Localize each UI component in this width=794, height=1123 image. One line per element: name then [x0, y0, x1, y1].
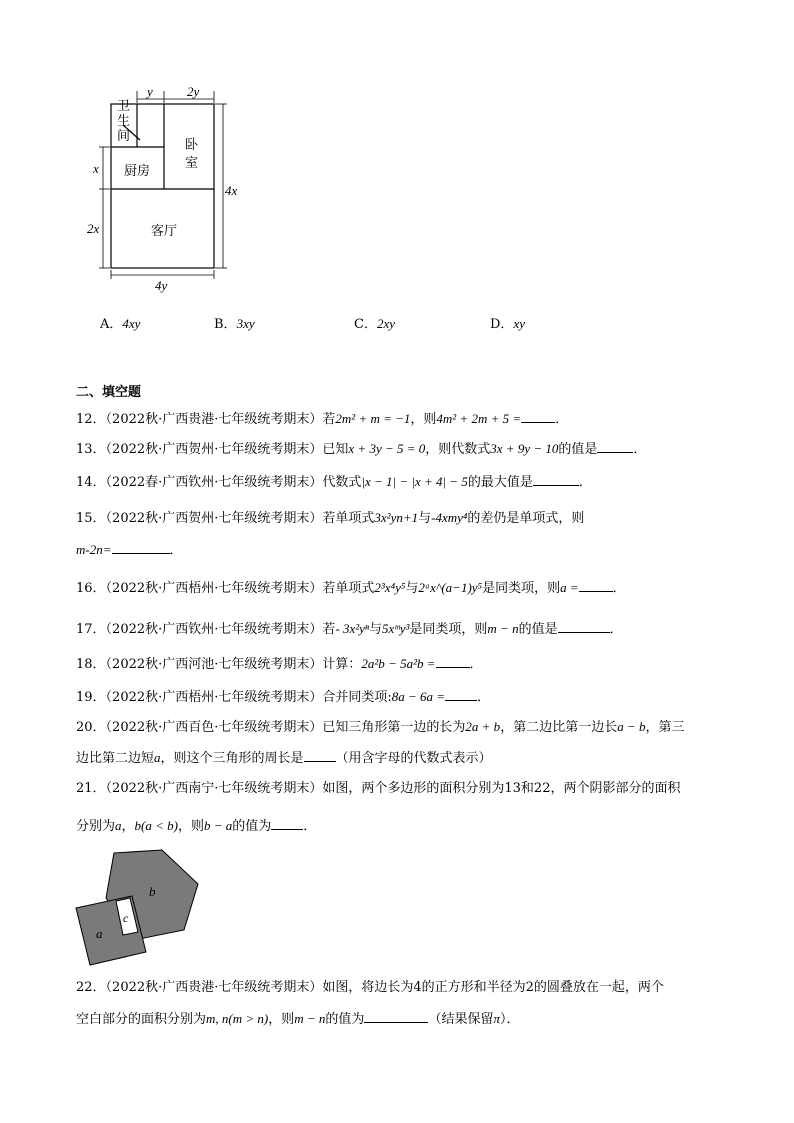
question-15-line2: m-2n= ． — [76, 542, 183, 558]
question-20: 20．（2022秋·广西百色·七年级统考期末）已知三角形第一边的长为2a + b，第二边比第一边长a − b，第三 — [76, 719, 685, 735]
option-a: A．4xy — [100, 316, 141, 332]
section-title: 二、填空题 — [76, 385, 142, 400]
option-c: C．2xy — [354, 316, 395, 332]
bedroom-label-2: 室 — [185, 155, 199, 170]
living-label: 客厅 — [151, 223, 178, 238]
question-18: 18．（2022秋·广西河池·七年级统考期末）计算：2a²b − 5a²b = ． — [76, 656, 483, 672]
question-21-line2: 分别为a，b(a < b)，则b − a的值为 ． — [76, 818, 317, 834]
option-b: B．3xy — [214, 316, 255, 332]
dim-y: y — [147, 85, 153, 99]
dim-2x: 2x — [87, 221, 100, 236]
option-d: D．xy — [490, 316, 525, 332]
answer-blank — [445, 688, 477, 701]
question-14: 14．（2022春·广西钦州·七年级统考期末）代数式|x − 1| − |x + 4| − 5的最大值是 ． — [76, 474, 592, 490]
polygon-label-c: c — [123, 911, 129, 925]
dim-4y: 4y — [155, 278, 168, 293]
kitchen-label: 厨房 — [124, 163, 151, 178]
question-19: 19．（2022秋·广西梧州·七年级统考期末）合并同类项:8a − 6a = ． — [76, 689, 491, 705]
question-22: 22．（2022秋·广西贵港·七年级统考期末）如图，将边长为4的正方形和半径为2的圆叠放在一起，两个 — [76, 980, 664, 995]
question-12: 12．（2022秋·广西贵港·七年级统考期末）若2m² + m = −1，则4m² + 2m + 5 = ． — [76, 411, 569, 427]
polygon-label-a: a — [96, 926, 103, 941]
question-21: 21．（2022秋·广西南宁·七年级统考期末）如图，两个多边形的面积分别为13和22，两个阴影部分的面积 — [76, 781, 681, 796]
answer-blank — [271, 817, 303, 830]
wc-label-3: 间 — [117, 128, 131, 143]
dim-x: x — [93, 161, 99, 176]
answer-blank — [436, 655, 470, 668]
answer-blank — [597, 440, 633, 453]
question-17: 17．（2022秋·广西钦州·七年级统考期末）若- 3x²yⁿ与5xᵐy³是同类项，则m − n的值是 ． — [76, 621, 623, 637]
polygons-figure — [74, 848, 199, 968]
wc-label-1: 卫 — [117, 98, 131, 113]
answer-blank — [304, 749, 336, 762]
bedroom-label-1: 卧 — [185, 137, 199, 152]
polygon-label-b: b — [149, 884, 156, 899]
question-20-line2: 边比第二边短a，则这个三角形的周长是 （用含字母的代数式表示） — [76, 750, 492, 766]
question-15: 15．（2022秋·广西贺州·七年级统考期末）若单项式3x²yn+1与-4xmy⁴的差仍是单项式，则 — [76, 510, 585, 526]
answer-blank — [579, 579, 613, 592]
answer-blank — [364, 1010, 428, 1023]
dim-4x: 4x — [225, 183, 238, 198]
answer-blank — [112, 541, 170, 554]
question-16: 16．（2022秋·广西梧州·七年级统考期末）若单项式2³x⁴y⁵与2ᵃx^(a−1)y⁵是同类项，则a = ． — [76, 580, 626, 596]
question-13: 13．（2022秋·广西贺州·七年级统考期末）已知x + 3y − 5 = 0，则代数式3x + 9y − 10的值是 ． — [76, 441, 647, 457]
wc-label-2: 生 — [117, 113, 131, 128]
floorplan-figure — [85, 85, 245, 295]
answer-blank — [558, 620, 610, 633]
answer-blank — [533, 473, 579, 486]
question-22-line2: 空白部分的面积分别为m, n(m > n)，则m − n的值为 （结果保留π）． — [76, 1011, 520, 1027]
dim-2y: 2y — [187, 85, 200, 99]
answer-blank — [521, 410, 555, 423]
